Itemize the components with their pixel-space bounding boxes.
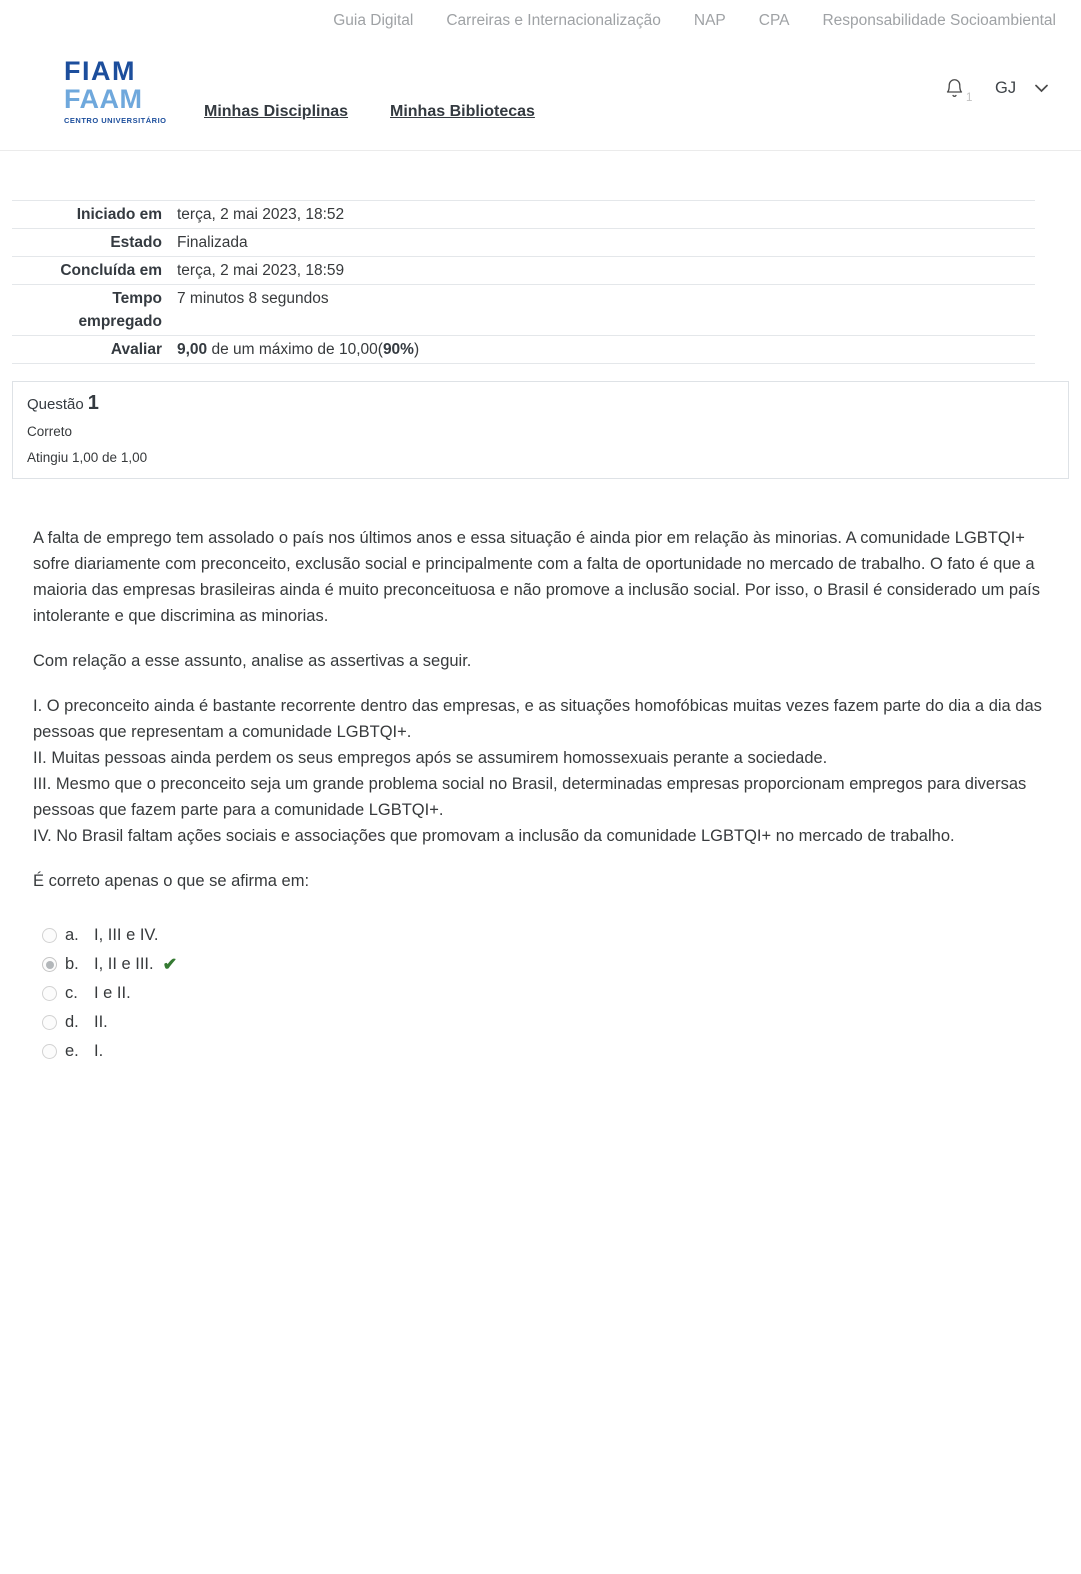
option-letter: c. xyxy=(65,984,78,1002)
summary-value: Finalizada xyxy=(177,234,248,251)
radio-button[interactable] xyxy=(42,957,57,972)
option-text: II. xyxy=(94,1013,108,1031)
radio-button[interactable] xyxy=(42,986,57,1001)
grade-value: 9,00 xyxy=(177,341,208,358)
assertion-iv: IV. No Brasil faltam ações sociais e associações que promovam a inclusão da comunidade LGBTQI+ no mercado de trabalho. xyxy=(33,827,955,845)
question-info-box xyxy=(12,381,1069,479)
nav-minhas-disciplinas[interactable]: Minhas Disciplinas xyxy=(204,103,349,120)
option-letter: d. xyxy=(65,1013,79,1031)
summary-value: 9,00 de um máximo de 10,00(90%) xyxy=(177,341,420,358)
answer-options xyxy=(42,921,1081,1066)
question-status: Correto xyxy=(27,424,73,439)
radio-button[interactable] xyxy=(42,928,57,943)
option-text: I. xyxy=(94,1042,104,1060)
answer-option-d[interactable] xyxy=(42,1008,1081,1037)
answer-option-c[interactable] xyxy=(42,979,1081,1008)
chevron-down-icon xyxy=(1035,80,1048,98)
logo-faam-text: FAAM xyxy=(64,84,143,114)
answer-option-e[interactable] xyxy=(42,1037,1081,1066)
summary-row-estado xyxy=(12,229,1035,257)
user-menu[interactable] xyxy=(995,79,1048,98)
radio-button[interactable] xyxy=(42,1044,57,1059)
fiam-faam-logo[interactable] xyxy=(64,58,167,125)
logo-fiam-text: FIAM xyxy=(64,56,136,86)
bell-icon xyxy=(944,77,965,105)
notification-count-badge: 1 xyxy=(966,92,973,104)
summary-row-concluida-em xyxy=(12,257,1035,285)
summary-row-avaliar xyxy=(12,336,1035,364)
grade-percent: 90% xyxy=(382,341,414,358)
question-intro-paragraph: A falta de emprego tem assolado o país nos últimos anos e essa situação é ainda pior em relação às minorias. A comunidade LGBTQI+ sofre diariamente com preconceito, exclusão social e principalmente com a falta de oportunidade no mercado de trabalho. O fato é que a maioria das empresas brasileiras ainda é muito preconceituosa e não promove a inclusão social. Por isso, o Brasil é considerado um país intolerante e que discrimina as minorias. xyxy=(33,529,1041,625)
topnav-carreiras-internacionalizacao[interactable]: Carreiras e Internacionalização xyxy=(446,12,661,29)
option-text: I, III e IV. xyxy=(94,926,159,944)
header-divider xyxy=(0,150,1081,151)
option-letter: e. xyxy=(65,1042,79,1060)
question-text xyxy=(33,525,1050,894)
user-initials: GJ xyxy=(995,79,1017,97)
option-text: I e II. xyxy=(94,984,131,1002)
summary-value: 7 minutos 8 segundos xyxy=(177,290,329,307)
summary-label: Avaliar xyxy=(110,341,162,358)
correct-check-icon: ✔ xyxy=(162,954,178,974)
topnav-nap[interactable]: NAP xyxy=(693,12,726,29)
answer-option-b[interactable] xyxy=(42,950,1081,979)
option-text: I, II e III. xyxy=(94,955,154,973)
topnav-responsabilidade-socioambiental[interactable]: Responsabilidade Socioambiental xyxy=(822,12,1056,29)
summary-label: Iniciado em xyxy=(76,206,162,223)
summary-row-iniciado-em xyxy=(12,201,1035,229)
question-number: 1 xyxy=(87,392,99,414)
question-instruction-paragraph: Com relação a esse assunto, analise as assertivas a seguir. xyxy=(33,652,472,670)
question-prompt: É correto apenas o que se afirma em: xyxy=(33,872,310,890)
site-header xyxy=(0,30,1081,150)
summary-value: terça, 2 mai 2023, 18:59 xyxy=(177,262,345,279)
assertion-i: I. O preconceito ainda é bastante recorrente dentro das empresas, e as situações homofóbicas muitas vezes fazem parte do dia a dia das pessoas que representam a comunidade LGBTQI+. xyxy=(33,697,1042,741)
answer-option-a[interactable] xyxy=(42,921,1081,950)
summary-label: Concluída em xyxy=(60,262,162,279)
option-letter: b. xyxy=(65,955,79,973)
topnav-cpa[interactable]: CPA xyxy=(758,12,790,29)
summary-row-tempo-empregado xyxy=(12,285,1035,336)
topnav-guia-digital[interactable]: Guia Digital xyxy=(333,12,414,29)
question-title: Questão 1 xyxy=(27,392,99,414)
option-letter: a. xyxy=(65,926,79,944)
notifications-button[interactable] xyxy=(944,77,972,105)
assertion-ii: II. Muitas pessoas ainda perdem os seus empregos após se assumirem homossexuais perante a sociedade. xyxy=(33,749,828,767)
attempt-summary-table xyxy=(12,200,1035,364)
assertions-block xyxy=(33,693,1050,849)
summary-label: Tempo empregado xyxy=(78,290,162,330)
assertion-iii: III. Mesmo que o preconceito seja um grande problema social no Brasil, determinadas empresas proporcionam empregos para diversas pessoas que fazem parte para a comunidade LGBTQI+. xyxy=(33,775,1027,819)
nav-minhas-bibliotecas[interactable]: Minhas Bibliotecas xyxy=(390,103,535,120)
radio-button[interactable] xyxy=(42,1015,57,1030)
summary-label: Estado xyxy=(110,234,162,251)
top-utility-navigation xyxy=(0,0,1081,30)
logo-centro-universitario-text: CENTRO UNIVERSITÁRIO xyxy=(64,116,167,125)
summary-value: terça, 2 mai 2023, 18:52 xyxy=(177,206,345,223)
question-points: Atingiu 1,00 de 1,00 xyxy=(27,450,148,465)
